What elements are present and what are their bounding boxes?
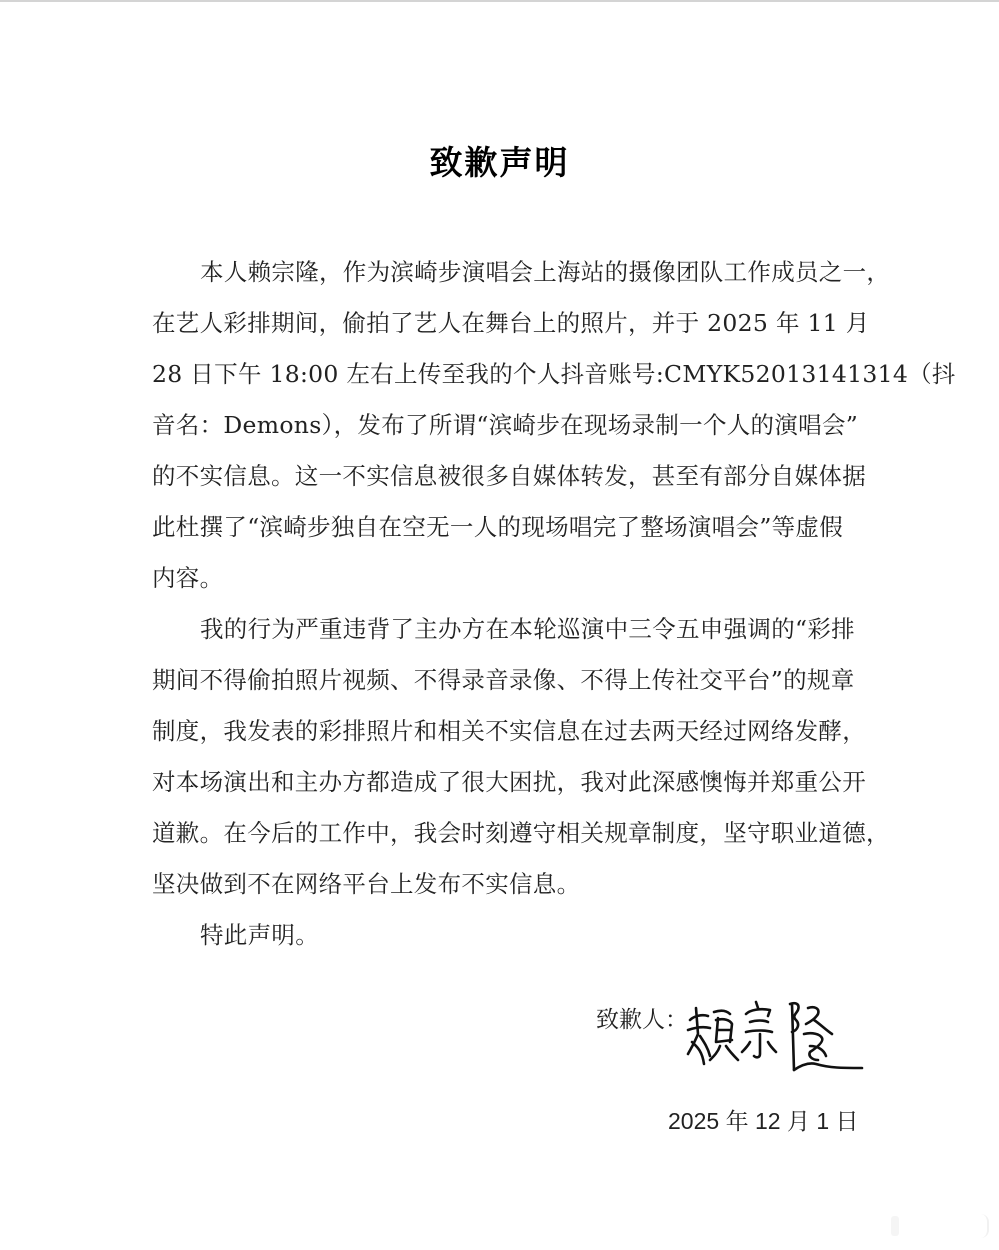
paragraph-2-line-5: 道歉。在今后的工作中，我会时刻遵守相关规章制度，坚守职业道德， bbox=[152, 819, 890, 847]
signature-label: 致歉人： bbox=[596, 1007, 688, 1033]
paragraph-1-line-3: 28 日下午 18:00 左右上传至我的个人抖音账号:CMYK52013141314（抖 bbox=[152, 360, 956, 388]
closing-statement: 特此声明。 bbox=[200, 921, 319, 949]
date-year-unit: 年 bbox=[725, 1109, 749, 1135]
document-title: 致歉声明 bbox=[429, 143, 570, 182]
date-month: 12 bbox=[754, 1108, 781, 1134]
signature-block bbox=[596, 990, 876, 1080]
paragraph-1-line-4: 音名：Demons），发布了所谓“滨崎步在现场录制一个人的演唱会” bbox=[152, 411, 859, 439]
paragraph-2-line-3: 制度，我发表的彩排照片和相关不实信息在过去两天经过网络发酵， bbox=[152, 717, 866, 745]
faint-watermark-icon bbox=[931, 1214, 989, 1238]
paragraph-2-line-6: 坚决做到不在网络平台上发布不实信息。 bbox=[152, 870, 581, 898]
paragraph-2-line-4: 对本场演出和主办方都造成了很大困扰，我对此深感懊悔并郑重公开 bbox=[152, 768, 866, 796]
statement-body bbox=[152, 247, 956, 961]
paragraph-1-line-6: 此杜撰了“滨崎步独自在空无一人的现场唱完了整场演唱会”等虚假 bbox=[152, 513, 844, 541]
date-year: 2025 bbox=[668, 1108, 720, 1134]
date-day-unit: 日 bbox=[835, 1109, 859, 1135]
date-day: 1 bbox=[816, 1108, 830, 1134]
date-month-unit: 月 bbox=[786, 1109, 810, 1135]
paragraph-1-line-5: 的不实信息。这一不实信息被很多自媒体转发，甚至有部分自媒体据 bbox=[152, 462, 866, 490]
paragraph-1-line-2: 在艺人彩排期间，偷拍了艺人在舞台上的照片，并于 2025 年 11 月 bbox=[152, 309, 870, 337]
paragraph-1-line-7: 内容。 bbox=[152, 564, 224, 592]
paragraph-2-line-2: 期间不得偷拍照片视频、不得录音录像、不得上传社交平台”的规章 bbox=[152, 666, 855, 694]
statement-date bbox=[668, 1106, 859, 1137]
handwritten-signature-icon bbox=[680, 990, 865, 1080]
paragraph-1-line-1: 本人赖宗隆，作为滨崎步演唱会上海站的摄像团队工作成员之一， bbox=[200, 258, 891, 286]
paragraph-2-line-1: 我的行为严重违背了主办方在本轮巡演中三令五申强调的“彩排 bbox=[200, 615, 855, 643]
